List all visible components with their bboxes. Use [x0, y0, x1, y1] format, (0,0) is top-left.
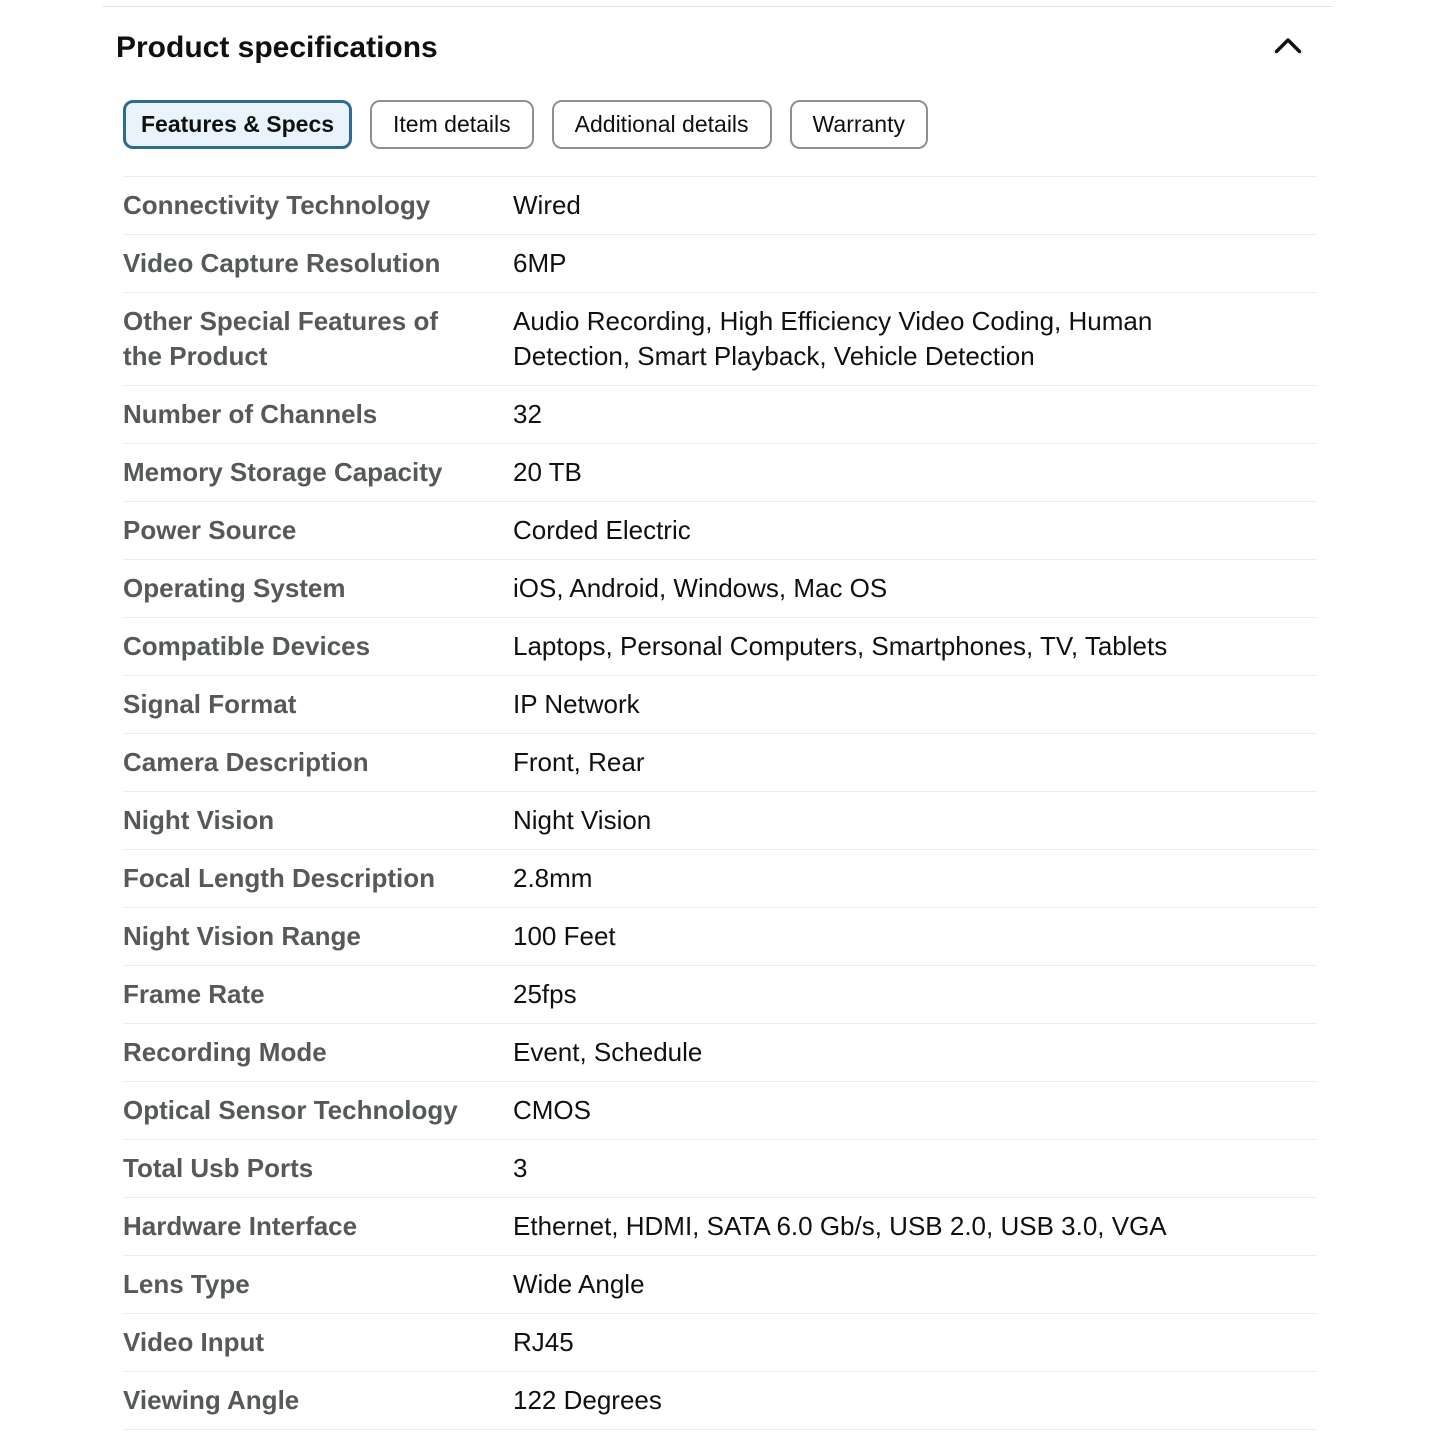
spec-row	[123, 792, 1317, 850]
section-title: Product specifications	[116, 31, 438, 64]
spec-label: Video Input	[123, 1327, 265, 1357]
spec-value: 122 Degrees	[513, 1385, 662, 1415]
spec-label: Camera Description	[123, 747, 369, 777]
spec-row	[123, 1314, 1317, 1372]
spec-label: Focal Length Description	[123, 863, 436, 893]
spec-value: Audio Recording, High Efficiency Video Coding, Human Detection, Smart Playback, Vehicle Detection	[513, 306, 1153, 371]
spec-label: Lens Type	[123, 1269, 250, 1299]
spec-value: Corded Electric	[513, 515, 691, 545]
spec-value: Wide Angle	[513, 1269, 645, 1299]
spec-row	[123, 908, 1317, 966]
chevron-up-icon	[1274, 37, 1302, 54]
spec-row	[123, 1140, 1317, 1198]
spec-label: Total Usb Ports	[123, 1153, 314, 1183]
spec-label: Optical Sensor Technology	[123, 1095, 458, 1125]
tab-warranty[interactable]: Warranty	[790, 100, 928, 149]
spec-row	[123, 1372, 1317, 1430]
product-specifications-section	[102, 6, 1333, 1430]
spec-row	[123, 177, 1317, 235]
spec-row	[123, 676, 1317, 734]
spec-table	[123, 176, 1317, 1430]
spec-row	[123, 502, 1317, 560]
spec-value: 6MP	[513, 248, 567, 278]
spec-label: Viewing Angle	[123, 1385, 300, 1415]
spec-label: Power Source	[123, 515, 297, 545]
spec-row	[123, 1082, 1317, 1140]
spec-row	[123, 235, 1317, 293]
spec-label: Number of Channels	[123, 399, 378, 429]
spec-value: 100 Feet	[513, 921, 616, 951]
spec-label: Connectivity Technology	[123, 190, 431, 220]
tab-item-details[interactable]: Item details	[370, 100, 534, 149]
spec-label: Night Vision	[123, 805, 275, 835]
spec-row	[123, 1024, 1317, 1082]
section-header	[102, 7, 1333, 67]
spec-label: Other Special Features of the Product	[123, 306, 438, 371]
spec-value: RJ45	[513, 1327, 574, 1357]
spec-value: Night Vision	[513, 805, 652, 835]
spec-label: Video Capture Resolution	[123, 248, 441, 278]
spec-row	[123, 560, 1317, 618]
spec-row	[123, 1256, 1317, 1314]
spec-value: Wired	[513, 190, 581, 220]
spec-row	[123, 618, 1317, 676]
spec-row	[123, 1198, 1317, 1256]
spec-label: Recording Mode	[123, 1037, 327, 1067]
spec-row	[123, 444, 1317, 502]
collapse-section-button[interactable]	[1271, 31, 1305, 59]
spec-value: 2.8mm	[513, 863, 593, 893]
spec-value: 20 TB	[513, 457, 582, 487]
spec-value: 25fps	[513, 979, 577, 1009]
spec-value: Event, Schedule	[513, 1037, 703, 1067]
spec-label: Hardware Interface	[123, 1211, 358, 1241]
spec-value: 3	[513, 1153, 528, 1183]
spec-label: Operating System	[123, 573, 346, 603]
spec-row	[123, 850, 1317, 908]
spec-value: Laptops, Personal Computers, Smartphones, TV, Tablets	[513, 631, 1168, 661]
spec-value: CMOS	[513, 1095, 591, 1125]
spec-row	[123, 386, 1317, 444]
spec-label: Frame Rate	[123, 979, 265, 1009]
spec-value: Front, Rear	[513, 747, 645, 777]
spec-label: Compatible Devices	[123, 631, 371, 661]
spec-label: Memory Storage Capacity	[123, 457, 443, 487]
spec-value: iOS, Android, Windows, Mac OS	[513, 573, 888, 603]
tab-additional-details[interactable]: Additional details	[552, 100, 772, 149]
spec-value: Ethernet, HDMI, SATA 6.0 Gb/s, USB 2.0, USB 3.0, VGA	[513, 1211, 1167, 1241]
spec-row	[123, 734, 1317, 792]
spec-tabs	[123, 100, 1333, 149]
spec-value: 32	[513, 399, 542, 429]
spec-label: Night Vision Range	[123, 921, 361, 951]
tab-features-specs[interactable]: Features & Specs	[123, 100, 352, 149]
spec-label: Signal Format	[123, 689, 297, 719]
spec-row	[123, 293, 1317, 386]
spec-value: IP Network	[513, 689, 640, 719]
spec-row	[123, 966, 1317, 1024]
